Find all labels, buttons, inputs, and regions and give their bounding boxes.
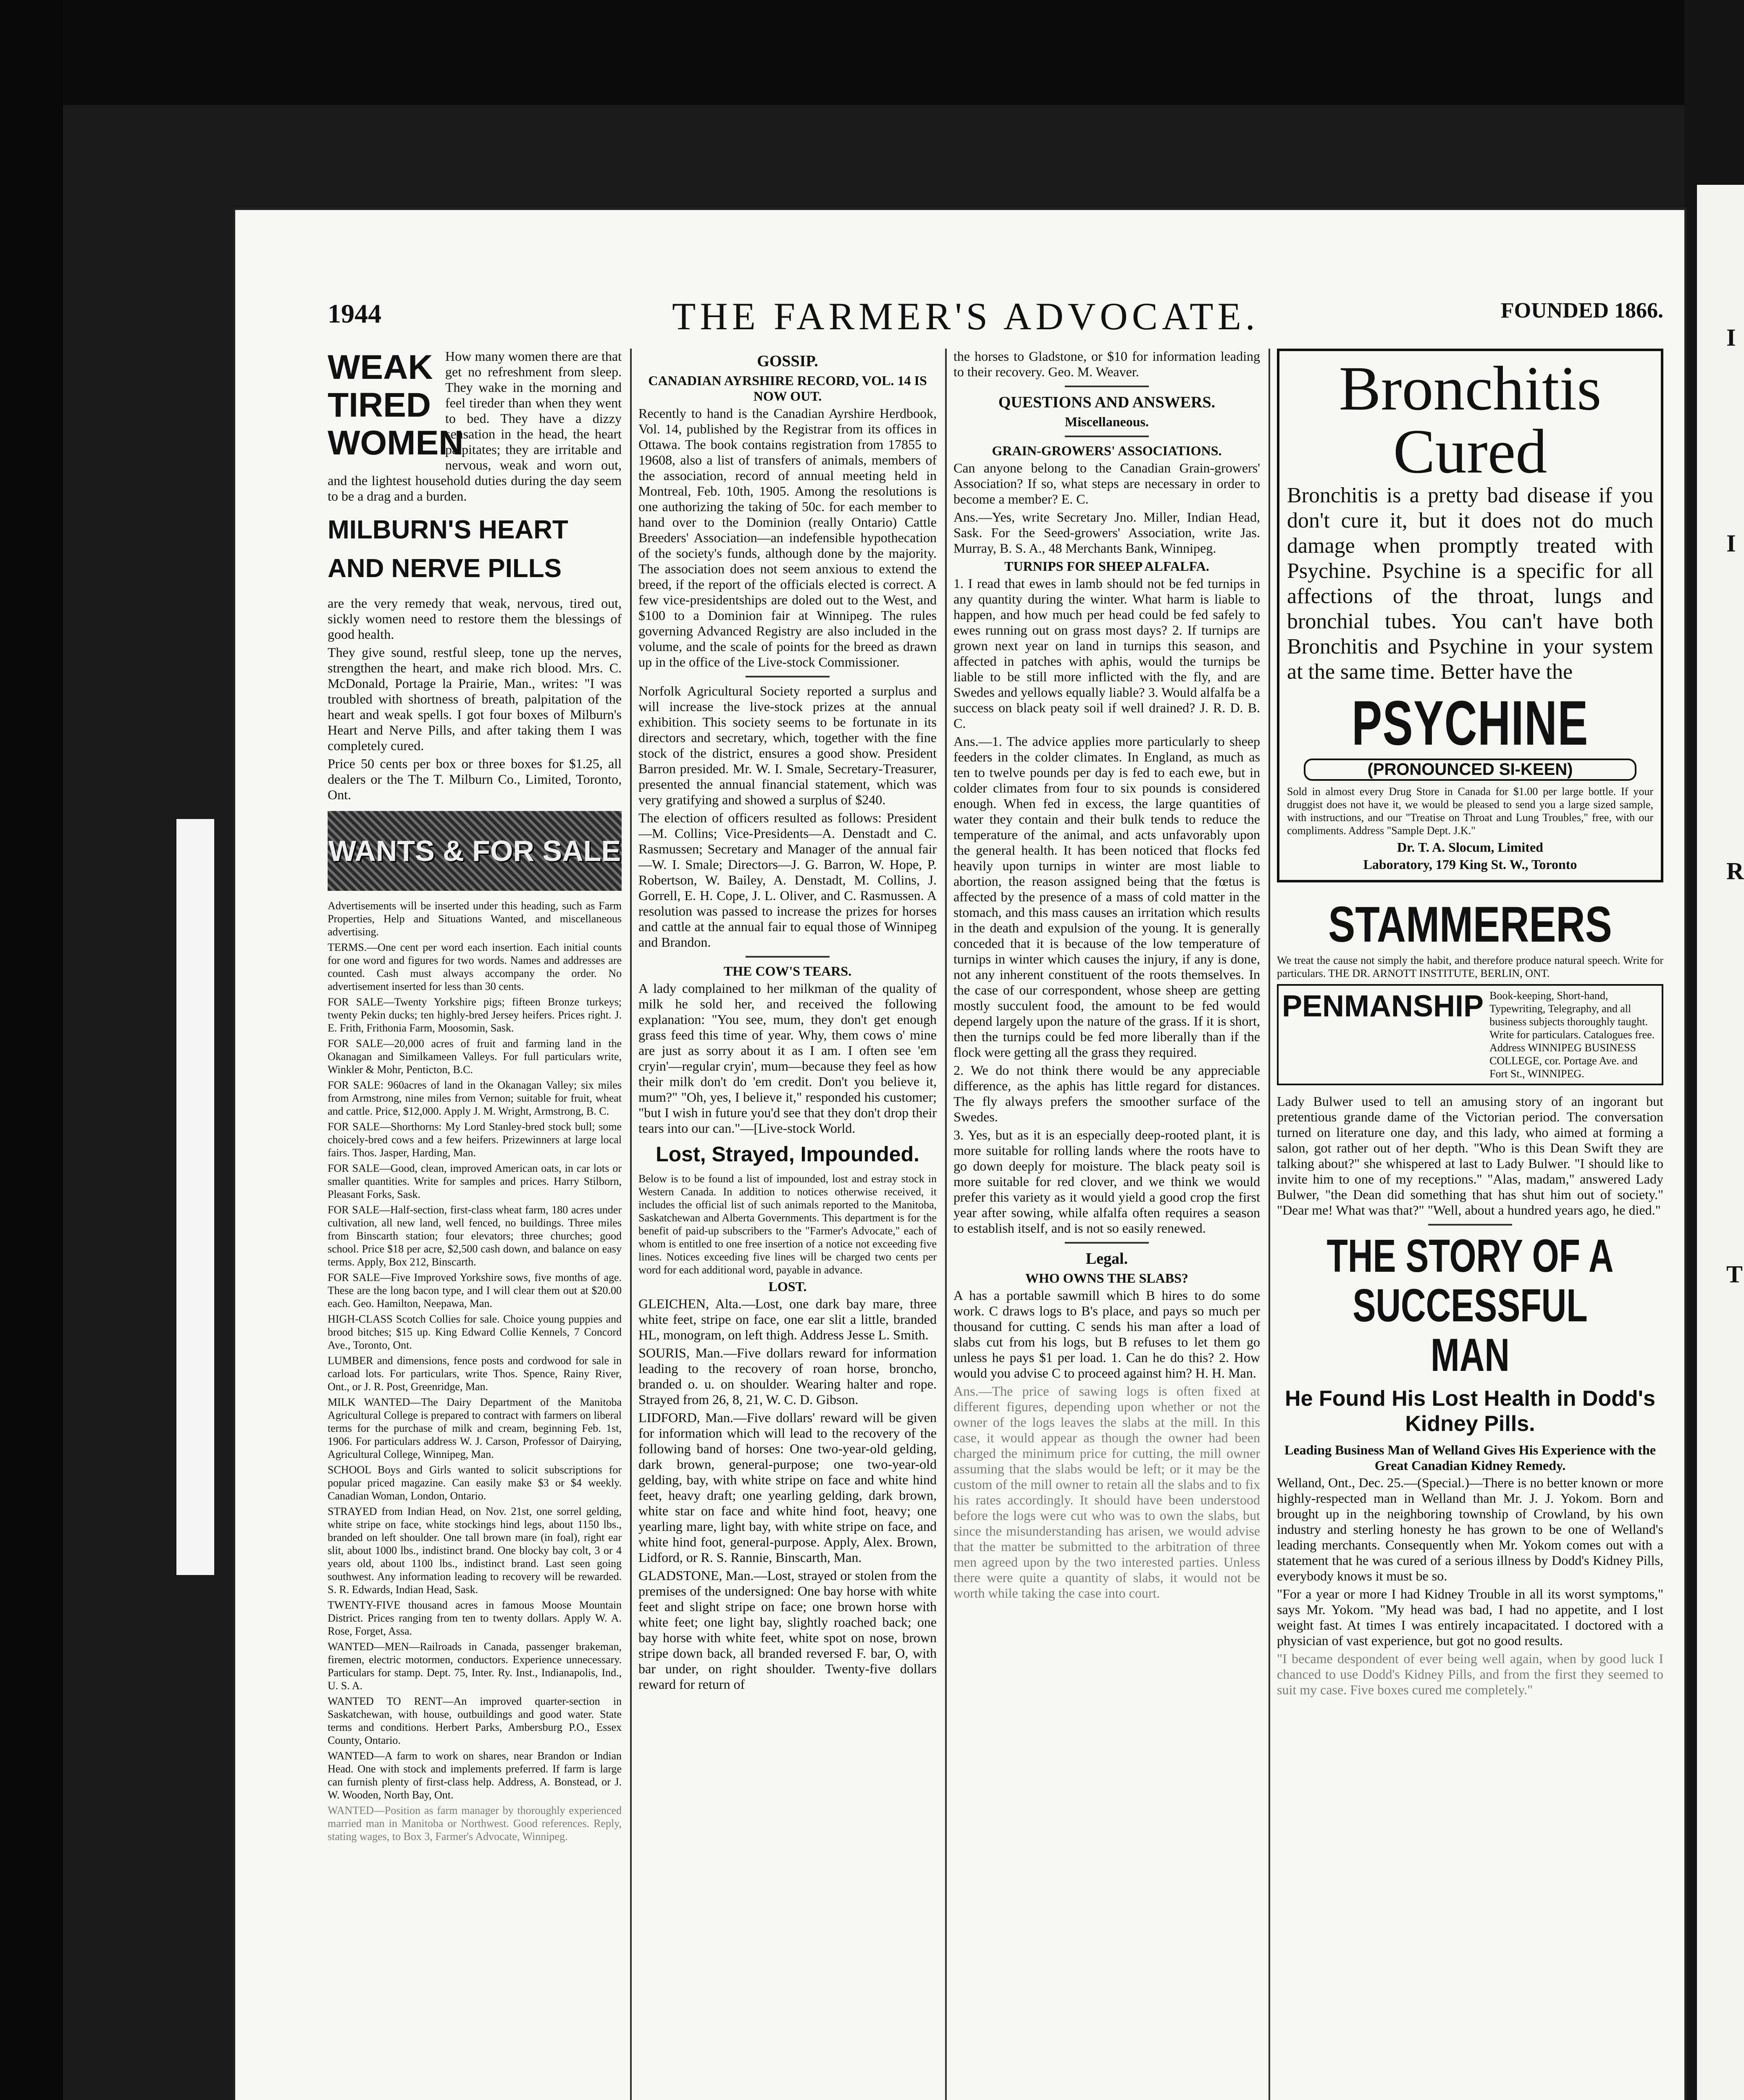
turnips-question: 1. I read that ewes in lamb should not be fed turnips in any quantity during the winter. What harm is liable to happen, and how much per head could be fed safely to ewes running out on grass most days? 2. If turnips are grown next year on land in turnips this season, and affected in patches with aphis, would the turnips be liable to be still more inflicted with the fly, and are Swedes and yellows equally liable? 3. Would alfalfa be a success on black peaty soil if well drained? J. R. D. B. C. bbox=[953, 576, 1260, 731]
classified-ad: FOR SALE—Five Improved Yorkshire sows, five months of age. These are the long bacon type, and I will clear them out at $20.00 each. Geo. Hamilton, Neepawa, Man. bbox=[328, 1271, 622, 1310]
cows-tears-heading: THE COW'S TEARS. bbox=[723, 963, 852, 979]
psychine-details: Sold in almost every Drug Store in Canada for $1.00 per large bottle. If your druggist does not have it, we would be pleased to send you a large sized sample, with instructions, and our "Treatise on Throat and Lung Troubles," free, with our compliments. Address "Sample Dept. J.K." bbox=[1287, 785, 1653, 837]
classified-ad: FOR SALE—Twenty Yorkshire pigs; fifteen Bronze turkeys; twenty Pekin ducks; ten highly-bred Jersey heifers. Prices right. J. E. Frith, Frithonia Farm, Moosomin, Sask. bbox=[328, 996, 622, 1034]
yokom-story-2: "For a year or more I had Kidney Trouble in all its worst symptoms," says Mr. Yokom. "My head was bad, I had no appetite, and I lost weight fast. At times I was entirely incapacitated. I doctored with a physician of vast experience, but got no good results. bbox=[1277, 1586, 1663, 1648]
lost-label: LOST. bbox=[768, 1279, 807, 1294]
questions-answers-heading: QUESTIONS AND ANSWERS. bbox=[998, 394, 1216, 411]
column-rule bbox=[945, 349, 947, 2100]
successful-man-headline: THE STORY OF A SUCCESSFUL MAN bbox=[1326, 1230, 1614, 1381]
penmanship-text: Book-keeping, Short-hand, Typewriting, Telegraphy, and all business subjects thoroughly taught. Write for particulars. Catalogues free. Address WINNIPEG BUSINESS COLLEGE, cor. Portage Ave. and Fort St., WINNIPEG. bbox=[1489, 990, 1655, 1080]
adjacent-page-glyph: T bbox=[1726, 1260, 1743, 1288]
section-divider bbox=[746, 956, 830, 958]
wants-banner-label: WANTS & FOR SALE bbox=[328, 835, 621, 867]
classified-ad: LUMBER and dimensions, fence posts and cordwood for sale in carload lots. For particulars, write Thos. Spence, Rainy River, Ont., or J. R. Post, Greenridge, Man. bbox=[328, 1354, 622, 1393]
lost-continuation: the horses to Gladstone, or $10 for information leading to their recovery. Geo. M. Weaver. bbox=[953, 349, 1260, 379]
adjacent-page-glyph: I bbox=[1726, 530, 1736, 557]
grain-answer: Ans.—Yes, write Secretary Jno. Miller, Indian Head, Sask. For the Seed-growers' Association, write Jas. Murray, B. S. A., 48 Merchants Bank, Winnipeg. bbox=[953, 509, 1260, 556]
scan-background-left bbox=[0, 0, 63, 2100]
pronounced-note: (PRONOUNCED SI-KEEN) bbox=[1304, 759, 1636, 781]
yokom-story-3: "I became despondent of ever being well again, when by good luck I chanced to use Dodd's Kidney Pills, and from the first they seemed to suit my case. Five boxes cured me completely." bbox=[1277, 1651, 1663, 1697]
lost-item: GLADSTONE, Man.—Lost, strayed or stolen from the premises of the undersigned: One bay horse with white feet and slight stripe on face; one brown horse with white feet; one light bay, slightly roached back; one bay horse with white feet, white spot on nose, brown stripe down back, all branded reversed F. bar, O, with bar under, on right shoulder. Twenty-five dollars reward for return of bbox=[638, 1568, 937, 1692]
page-edge-fold bbox=[176, 819, 214, 1575]
column-rule bbox=[1269, 349, 1270, 2100]
section-divider bbox=[1065, 1242, 1149, 1244]
psychine-ad bbox=[1277, 349, 1663, 882]
stammerers-text: We treat the cause not simply the habit, and therefore produce natural speech. Write for particulars. THE DR. ARNOTT INSTITUTE, BERLIN, ONT. bbox=[1277, 954, 1663, 979]
turnips-answer-2: 2. We do not think there would be any appreciable difference, as the aphis has little regard for distances. The fly always prefers the smoother surface of the Swedes. bbox=[953, 1063, 1260, 1124]
lost-health-subheadline: He Found His Lost Health in Dodd's Kidney Pills. bbox=[1285, 1386, 1655, 1436]
penmanship-headline: PENMANSHIP bbox=[1282, 990, 1484, 1023]
turnips-heading: TURNIPS FOR SHEEP ALFALFA. bbox=[1004, 559, 1209, 574]
lady-bulwer-story: Lady Bulwer used to tell an amusing story of an ingorant but pretentious grande dame of the Victorian period. The conversation turned on literature one day, and this lady, who aimed at forming a salon, got rather out of her depth. "Who is this Dean Swift they are talking about?" she whispered at last to Lady Bulwer. "I should like to invite him to one of my receptions." "Alas, madam," answered Lady Bulwer, "the Dean did something that has shut him out of society." "Dear me! What was that?" "Well, about a hundred years ago, he died." bbox=[1277, 1094, 1663, 1218]
classified-ad: FOR SALE—Shorthorns: My Lord Stanley-bred stock bull; some choicely-bred cows and a few heifers. Prizewinners at large local fairs. Thos. Jasper, Harding, Man. bbox=[328, 1121, 622, 1159]
bronchitis-text: Bronchitis is a pretty bad disease if you don't cure it, but it does not do much damage when promptly treated with Psychine. Psychine is a specific for all affections of the throat, lungs and bronchial tubes. You can't have both Bronchitis and Psychine in your system at the same time. Better have the bbox=[1287, 483, 1653, 684]
classified-ad: WANTED—MEN—Railroads in Canada, passenger brakeman, firemen, electric motormen, conductors. Experience unnecessary. Particulars for stamp. Dept. 75, Inter. Ry. Inst., Indianapolis, Ind., U. S. A. bbox=[328, 1641, 622, 1692]
section-divider bbox=[1065, 436, 1149, 437]
section-divider bbox=[746, 676, 830, 677]
turnips-answer-3: 3. Yes, but as it is an especially deep-rooted plant, it is more suitable for rolling lands where the roots have to go down deeply for moisture. The black peaty soil is more suitable for red clover, and we think we would prefer this variety as it would yield a good crop the first year after sowing, while alfalfa often requires a season to establish itself, and is not so easily renewed. bbox=[953, 1127, 1260, 1236]
classified-ad: HIGH-CLASS Scotch Collies for sale. Choice young puppies and brood bitches; $15 up. King Edward Collie Kennels, 7 Concord Ave., Toronto, Ont. bbox=[328, 1313, 622, 1351]
classified-ad: FOR SALE—Half-section, first-class wheat farm, 180 acres under cultivation, all new land, well fenced, no buildings. Three miles from Binscarth station; four elevators; three churches; good school. Price $18 per acre, $2,500 cash down, and balance on easy terms. Apply, Box 212, Binscarth. bbox=[328, 1204, 622, 1268]
column-rule bbox=[630, 349, 632, 2100]
classified-ad: WANTED—Position as farm manager by thoroughly experienced married man in Manitoba or Northwest. Good references. Reply, stating wages, to Box 3, Farmer's Advocate, Winnipeg. bbox=[328, 1804, 622, 1843]
classified-ad: FOR SALE—Good, clean, improved American oats, in car lots or smaller quantities. Write for samples and prices. Harry Stilborn, Pleasant Forks, Sask. bbox=[328, 1162, 622, 1200]
adjacent-page-glyph: I bbox=[1726, 324, 1736, 351]
legal-heading: Legal. bbox=[1085, 1250, 1128, 1268]
lost-item: LIDFORD, Man.—Five dollars' reward will be given for information which will lead to the recovery of the following band of horses: One two-year-old gelding, dark brown, general-purpose; one two-year-old gelding, bay, with white stripe on face and white hind feet, heavy draft; one yearling gelding, dark brown, white star on face and white hind foot, heavy; one yearling mare, light bay, with white stripe on face, and white hind foot, general-purpose. Apply, Alex. Brown, Lidford, or R. S. Rannie, Binscarth, Man. bbox=[638, 1410, 937, 1565]
stammerers-headline: STAMMERERS bbox=[1328, 896, 1612, 953]
weak-women-headline: WEAK TIRED WOMEN bbox=[328, 349, 464, 462]
grain-question: Can anyone belong to the Canadian Grain-growers' Association? If so, what steps are necessary in order to become a member? E. C. bbox=[953, 460, 1260, 507]
classified-ad: FOR SALE—20,000 acres of fruit and farming land in the Okanagan and Similkameen Valleys. For full particulars write, Winkler & Mohr, Penticton, B.C. bbox=[328, 1037, 622, 1076]
slabs-question: A has a portable sawmill which B hires to do some work. C draws logs to B's place, and pays so much per thousand for cutting. C sends his man after a load of slabs cut from his logs, but B refuses to let them go unless he pays $1 per load. 1. Can he do this? 2. How would you advise C to proceed against him? H. H. Man. bbox=[953, 1288, 1260, 1381]
slocum-name: Dr. T. A. Slocum, Limited bbox=[1397, 840, 1543, 855]
grain-growers-heading: GRAIN-GROWERS' ASSOCIATIONS. bbox=[992, 443, 1222, 458]
classified-ad: STRAYED from Indian Head, on Nov. 21st, one sorrel gelding, white stripe on face, white stockings hind legs, about 1150 lbs., branded on left shoulder. One tall brown mare (in foal), right ear slit, about 1000 lbs., indistinct brand. One blocky bay colt, 3 or 4 years old, about 1100 lbs., indistinct brand. Last seen going southwest. Any information leading to recovery will be rewarded. S. R. Edwards, Indian Head, Sask. bbox=[328, 1505, 622, 1596]
page-header bbox=[328, 294, 1663, 340]
classified-ad: WANTED—A farm to work on shares, near Brandon or Indian Head. One with stock and implements preferred. If farm is large can furnish plenty of first-class help. Address, A. Bonstead, or J. W. Wooden, North Bay, Ont. bbox=[328, 1750, 622, 1801]
classified-ad: WANTED TO RENT—An improved quarter-section in Saskatchewan, with house, outbuildings and good water. State terms and conditions. Herbert Parks, Ambersburg P.O., Essex County, Ontario. bbox=[328, 1695, 622, 1746]
classified-ad: SCHOOL Boys and Girls wanted to solicit subscriptions for popular priced magazine. Can easily make $3 or $4 weekly. Canadian Woman, London, Ontario. bbox=[328, 1464, 622, 1502]
column-3 bbox=[953, 349, 1260, 2100]
slabs-heading: WHO OWNS THE SLABS? bbox=[1025, 1270, 1188, 1286]
ayrshire-article: Recently to hand is the Canadian Ayrshire Herdbook, Vol. 14, published by the Registrar from its offices in Ottawa. The book contains registration from 17855 to 19608, also a list of transfers of animals, members of the association, record of annual meeting held in Montreal, Feb. 10th, 1905. Among the resolutions is one authorizing the taking of 50c. for each member to hand over to the Dominion (really Ontario) Cattle Breeders' Association—an indefensible hypothecation of the society's funds, although done by the majority. The association does not seem anxious to extend the breed, if the report of the officials elected is correct. A few vice-presidentships are doled out to the West, and $100 to a Dominion fair at Winnipeg. The rules governing Advanced Registry are also included in the volume, and the scale of points for the breed as drawn up in the office of the Live-stock Commissioner. bbox=[638, 406, 937, 669]
classified-ad: MILK WANTED—The Dairy Department of the Manitoba Agricultural College is prepared to contract with farmers on liberal terms for the purchase of milk and cream, beginning Feb. 1st, 1906. For particulars address W. J. Carson, Professor of Dairying, Agricultural College, Winnipeg, Man. bbox=[328, 1396, 622, 1460]
page-number: 1944 bbox=[328, 299, 381, 328]
founded-note: FOUNDED 1866. bbox=[1500, 299, 1663, 323]
milburn-text: are the very remedy that weak, nervous, tired out, sickly women need to restore them the blessings of good health. bbox=[328, 596, 622, 642]
penmanship-ad bbox=[1277, 984, 1663, 1085]
bronchitis-headline: Bronchitis Cured bbox=[1339, 354, 1602, 486]
cows-tears-article: A lady complained to her milkman of the quality of milk he sold her, and received the following explanation: "You see, mum, they don't get enough grass feed this time of year. Why, them cows o' mine are just as sorry about it as I am. I often see 'em cryin'—regular cryin', mum—because they feel as how their milk don't do 'em credit. Don't you believe it, mum?" "Oh, yes, I believe it," responded his customer; "but I wish in future you'd see that they don't drop their tears into our can."—[Live-stock World. bbox=[638, 981, 937, 1136]
miscellaneous-subheading: Miscellaneous. bbox=[1065, 414, 1149, 429]
lost-strayed-intro: Below is to be found a list of impounded, lost and estray stock in Western Canada. In addition to notices otherwise received, it includes the official list of such animals reported to the Manitoba, Saskatchewan and Alberta Governments. This department is for the benefit of paid-up subscribers to the "Farmer's Advocate," each of whom is entitled to one free insertion of a notice not exceeding five lines. Notices exceeding five lines will be charged two cents per word for each additional word, payable in advance. bbox=[638, 1173, 937, 1276]
lost-strayed-heading: Lost, Strayed, Impounded. bbox=[656, 1142, 919, 1166]
adjacent-page-glyph: R bbox=[1726, 857, 1744, 885]
wants-for-sale-banner bbox=[328, 811, 622, 891]
gossip-heading: GOSSIP. bbox=[757, 352, 818, 370]
section-divider bbox=[1065, 386, 1149, 387]
masthead-title: THE FARMER'S ADVOCATE. bbox=[672, 295, 1259, 338]
adjacent-page-strip bbox=[1697, 185, 1744, 2100]
ayrshire-heading: CANADIAN AYRSHIRE RECORD, VOL. 14 IS NOW OUT. bbox=[648, 373, 927, 404]
election-article: The election of officers resulted as follows: President—M. Collins; Vice-Presidents—A. Denstadt and C. Rasmussen; Secretary and Manager of the annual fair—W. I. Smale; Directors—J. G. Barron, W. Hope, P. Robertson, W. Bailey, A. Denstadt, M. Collins, J. Gorrell, E. H. Cope, J. L. Oliver, and C. Rasmussen. A resolution was passed to increase the prizes for horses and cattle at the annual fair to equal those of Winnipeg and Brandon. bbox=[638, 810, 937, 950]
classified-ad: FOR SALE: 960acres of land in the Okanagan Valley; six miles from Armstrong, nine miles from Vernon; suitable for fruit, wheat and cattle. Price, $12,000. Apply J. M. Wright, Armstrong, B. C. bbox=[328, 1079, 622, 1117]
column-1 bbox=[328, 349, 622, 2100]
column-2 bbox=[638, 349, 937, 2100]
wants-intro: Advertisements will be inserted under this heading, such as Farm Properties, Help and Situations Wanted, and miscellaneous advertising. bbox=[328, 900, 622, 938]
norfolk-article: Norfolk Agricultural Society reported a surplus and will increase the live-stock prizes at the annual exhibition. This society seems to be fortunate in its directors and secretary, which, together with the fine stock of the district, ensures a good show. President Barron presided. Mr. W. I. Smale, Secretary-Treasurer, presented the annual financial statement, which was very gratifying and showed a surplus of $240. bbox=[638, 683, 937, 807]
column-4 bbox=[1277, 349, 1663, 2100]
milburn-price: Price 50 cents per box or three boxes for $1.25, all dealers or the The T. Milburn Co., Limited, Toronto, Ont. bbox=[328, 756, 622, 802]
milburn-testimonial: They give sound, restful sleep, tone up the nerves, strengthen the heart, and make rich blood. Mrs. C. McDonald, Portage la Prairie, Man., writes: "I was troubled with shortness of breath, palpitation of the heart and weak spells. I got four boxes of Milburn's Heart and Nerve Pills, and after taking them I was completely cured. bbox=[328, 645, 622, 753]
slocum-address: Laboratory, 179 King St. W., Toronto bbox=[1363, 857, 1577, 872]
welland-subheadline: Leading Business Man of Welland Gives His Experience with the Great Canadian Kidney Remedy. bbox=[1284, 1442, 1656, 1473]
classified-ad: TWENTY-FIVE thousand acres in famous Moose Mountain District. Prices ranging from ten to twenty dollars. Apply W. A. Rose, Forget, Assa. bbox=[328, 1599, 622, 1637]
slabs-answer: Ans.—The price of sawing logs is often fixed at different figures, depending upon whether or not the owner of the logs leaves the slabs at the mill. In this case, it would appear as though the owner had been charged the minimum price for cutting, the mill owner assuming that the slabs would be left; or it may be the custom of the mill owner to retain all the slabs and to fix his rates accordingly. It should have been understood before the logs were cut who was to own the slabs, but since the misunderstanding has arisen, we would advise that the matter be submitted to the arbitration of three men agreed upon by the two interested parties. Unless there were quite a quantity of slabs, it would not be worth while taking the case into court. bbox=[953, 1383, 1260, 1601]
lost-item: GLEICHEN, Alta.—Lost, one dark bay mare, three white feet, stripe on face, one ear slit a little, branded HL, monogram, on left thigh. Address Jesse L. Smith. bbox=[638, 1296, 937, 1342]
wants-terms: TERMS.—One cent per word each insertion. Each initial counts for one word and figures for two words. Names and addresses are counted. Cash must always accompany the order. No advertisement inserted for less than 30 cents. bbox=[328, 941, 622, 992]
turnips-answer: Ans.—1. The advice applies more particularly to sheep feeders in the colder climates. In England, as much as ten to twelve pounds per day is fed to each ewe, but in colder climates from four to six pounds is considered enough. When fed in excess, the large quantities of water they contain and their bulk tends to reduce the temperature of the animal, and acts unfavorably upon the general health. It has been noticed that flocks fed heavily upon turnips in winter are most liable to abortion, the reason assigned being that the fœtus is affected by the presence of a mass of cold matter in the stomach, and this mass causes an irritation which results in the death and expulsion of the young. It is generally conceded that it is because of the low temperature of turnips in winter which causes the injury, if any is done, not any inherent constituent of the roots themselves. In the case of our correspondent, whose sheep are getting mostly succulent food, the amount to be fed would depend largely upon the nature of the grass. If it is short, then the turnips could be fed more liberally than if the flock were getting all the grass they required. bbox=[953, 734, 1260, 1060]
yokom-story: Welland, Ont., Dec. 25.—(Special.)—There is no better known or more highly-respected man in Welland than Mr. J. J. Yokom. Born and brought up in the neighboring township of Crowland, by his own industry and sterling honesty he has grown to be one of Welland's leading merchants. Consequently when Mr. Yokom comes out with a statement that he was cured of a serious illness by Dodd's Kidney Pills, everybody knows it must be so. bbox=[1277, 1475, 1663, 1583]
psychine-wordmark: PSYCHINE bbox=[1352, 688, 1589, 758]
milburn-pills-title: MILBURN'S HEART AND NERVE PILLS bbox=[328, 515, 568, 583]
scan-background-top bbox=[0, 0, 1744, 105]
weak-women-ad bbox=[328, 349, 622, 803]
lost-item: SOURIS, Man.—Five dollars reward for information leading to the recovery of roan horse, broncho, branded o. u. on shoulder. Wearing halter and rope. Strayed from 26, 8, 21, W. C. D. Gibson. bbox=[638, 1345, 937, 1407]
section-divider bbox=[1428, 1224, 1512, 1226]
weak-women-text: How many women there are that get no refreshment from sleep. They wake in the morning and feel tireder than when they went to bed. They have a dizzy sensation in the head, the heart palpitates; they are irritable and nervous, weak and worn out, and the lightest household duties during the day seem to be a drag and a burden. bbox=[328, 349, 622, 504]
